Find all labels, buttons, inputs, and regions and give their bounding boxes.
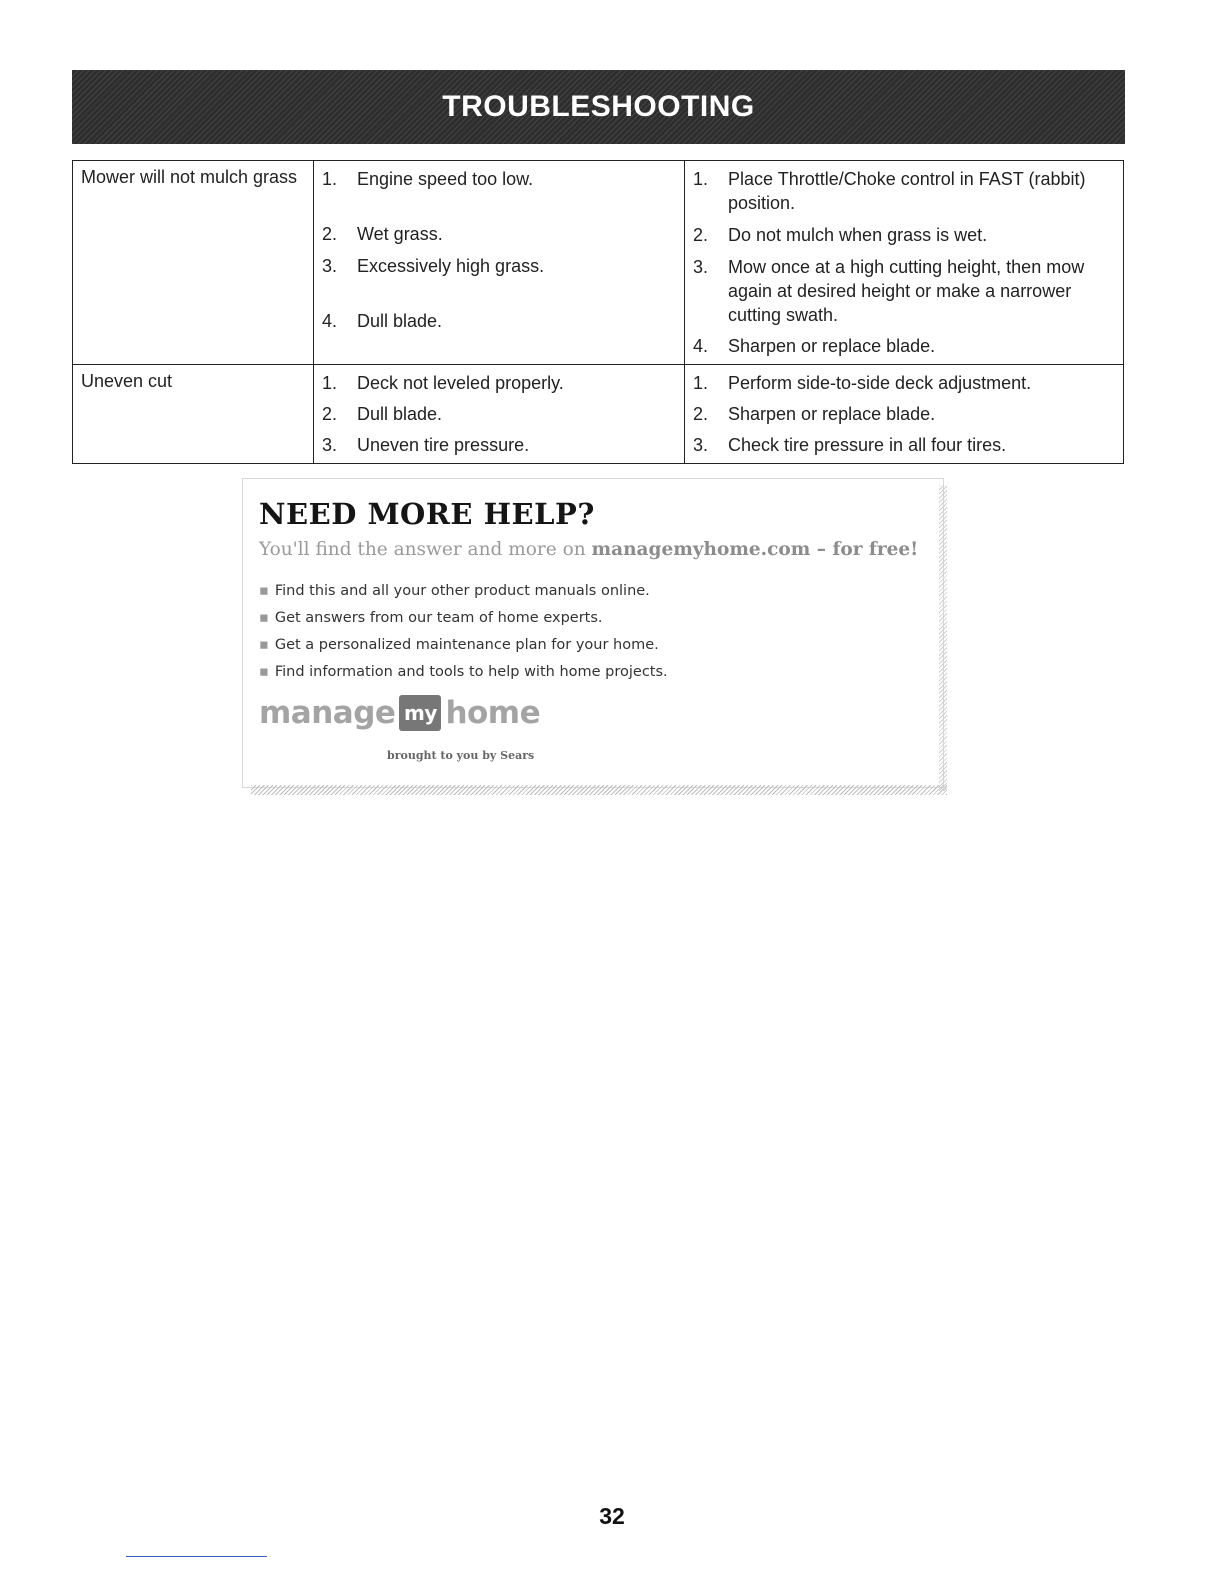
list-item: 4. Sharpen or replace blade. [693,336,936,356]
page-number: 32 [599,1503,625,1529]
list-item: 3. Uneven tire pressure. [322,435,530,455]
list-item: 1. Engine speed too low. [322,169,534,189]
managemyhome-logo: manage my home [259,695,541,731]
list-item: 2. Do not mulch when grass is wet. [693,225,988,245]
help-title: NEED MORE HELP? [259,497,595,531]
list-item: 3. Excessively high grass. [322,256,545,276]
help-subtitle: You'll find the answer and more on managemyhome.com – for free! [259,539,919,560]
list-item: 1. Place Throttle/Choke control in FAST (rabbit) position. [693,169,1086,213]
help-bullets [259,579,668,687]
footer-rule [126,1556,267,1557]
table-row [73,161,1124,365]
list-item: 1. Deck not leveled properly. [322,373,564,393]
help-box [242,478,944,788]
bullet-icon: ▪ [259,637,269,653]
section-banner [72,70,1125,144]
remedy-cell [685,161,1124,365]
list-item: 2. Sharpen or replace blade. [693,404,936,424]
problem-cell: Uneven cut [73,365,314,464]
troubleshooting-table [72,160,1124,464]
table-row [73,365,1124,464]
logo-badge: my [399,695,441,731]
list-item: 3. Mow once at a high cutting height, then mow again at desired height or make a narrower cutting swath. [693,257,1085,325]
bullet-icon: ▪ [259,610,269,626]
list-item: 3. Check tire pressure in all four tires. [693,435,1007,455]
cause-cell [314,161,685,365]
list-item: ▪ Find this and all your other product manuals online. [259,583,650,599]
list-item: 2. Dull blade. [322,404,443,424]
list-item: ▪ Get answers from our team of home experts. [259,610,603,626]
list-item: ▪ Get a personalized maintenance plan for your home. [259,637,659,653]
section-title: TROUBLESHOOTING [442,90,755,123]
bullet-icon: ▪ [259,583,269,599]
list-item: ▪ Find information and tools to help with home projects. [259,664,668,680]
logo-byline: brought to you by Sears [387,749,535,762]
list-item: 2. Wet grass. [322,224,443,244]
remedy-cell [685,365,1124,464]
list-item: 1. Perform side-to-side deck adjustment. [693,373,1032,393]
site-link[interactable]: managemyhome.com [591,539,811,560]
box-shadow [939,485,947,791]
bullet-icon: ▪ [259,664,269,680]
list-item: 4. Dull blade. [322,311,443,331]
problem-cell: Mower will not mulch grass [73,161,314,365]
cause-cell [314,365,685,464]
box-shadow [251,785,947,795]
